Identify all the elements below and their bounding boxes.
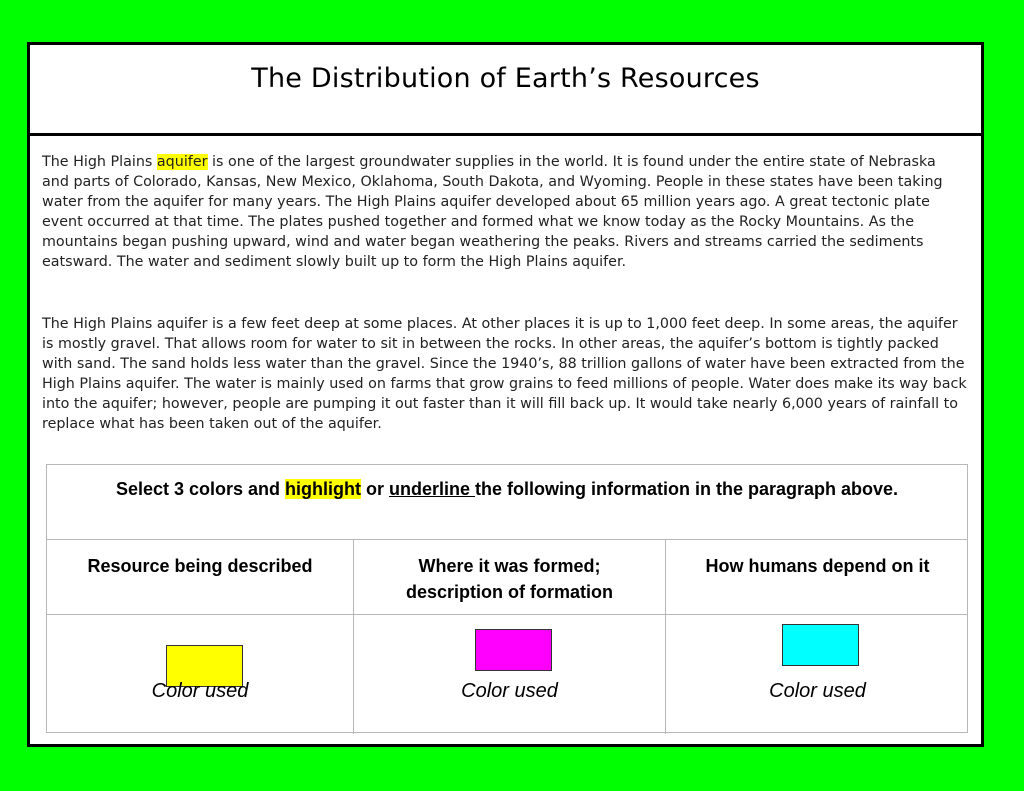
instruction-row <box>47 465 967 540</box>
paragraph-1-start: The High Plains <box>42 154 157 170</box>
header-dependence-line-1: How humans depend on it <box>705 556 930 576</box>
instruction-text <box>47 479 967 500</box>
highlighted-word-aquifer: aquifer <box>156 154 208 170</box>
swatch-row <box>47 615 967 734</box>
header-formation-label <box>354 553 665 605</box>
instruction-part-1: Select 3 colors and <box>115 479 286 499</box>
header-resource-label <box>47 553 353 579</box>
color-swatch-magenta[interactable] <box>475 629 552 671</box>
color-used-label-2: Color used <box>461 680 558 702</box>
header-formation-line-2: description of formation <box>406 582 613 602</box>
color-used-label-3: Color used <box>769 680 866 702</box>
header-dependence-label <box>666 553 969 579</box>
instruction-part-2: or <box>361 479 390 499</box>
swatch-cell-dependence <box>666 615 969 734</box>
swatch-cell-resource <box>47 615 354 734</box>
color-swatch-cyan[interactable] <box>782 624 859 666</box>
color-used-label-1: Color used <box>151 680 249 702</box>
paragraph-2: The High Plains aquifer is a few feet deep at some places. At other places it is up to 1,000 feet deep. In some areas, the aquifer is mostly gravel. That allows room for water to sit in between the rocks. In other areas, the aquifer’s bottom is tightly packed with sand. The sand holds less water than the gravel. Since the 1940’s, 88 trillion gallons of water have been extracted from the High Plains aquifer. The water is mainly used on farms that grow grains to feed millions of people. Water does make its way back into the aquifer; however, people are pumping it out faster than it will fill back up. It would take nearly 6,000 years of rainfall to replace what has been taken out of the aquifer. <box>42 316 967 433</box>
color-task-table <box>46 464 968 733</box>
header-row <box>47 540 967 615</box>
paragraph-1 <box>42 152 967 273</box>
header-cell-resource <box>47 540 354 614</box>
header-cell-formation <box>354 540 666 614</box>
instruction-part-3: the following information in the paragraph above. <box>475 479 899 499</box>
header-resource-line-1: Resource being described <box>87 556 313 576</box>
instruction-underline-word: underline <box>389 479 476 499</box>
header-formation-line-1: Where it was formed; <box>418 556 601 576</box>
header-cell-dependence <box>666 540 969 614</box>
page-title: The Distribution of Earth’s Resources <box>251 62 760 94</box>
title-box <box>30 45 981 136</box>
swatch-cell-formation <box>354 615 666 734</box>
paragraph-1-rest: is one of the largest groundwater supplies in the world. It is found under the entire state of Nebraska and parts of Colorado, Kansas, New Mexico, Oklahoma, South Dakota, and Wyoming. People in these states have been taking water from the aquifer for many years. The High Plains aquifer developed about 65 million years ago. A great tectonic plate event occurred at that time. The plates pushed together and formed what we know today as the Rocky Mountains. As the mountains began pushing upward, wind and water began weathering the peaks. Rivers and streams carried the sediments eatsward. The water and sediment slowly built up to form the High Plains aquifer. <box>42 154 943 271</box>
instruction-highlight-word: highlight <box>285 479 361 499</box>
worksheet <box>27 42 984 747</box>
